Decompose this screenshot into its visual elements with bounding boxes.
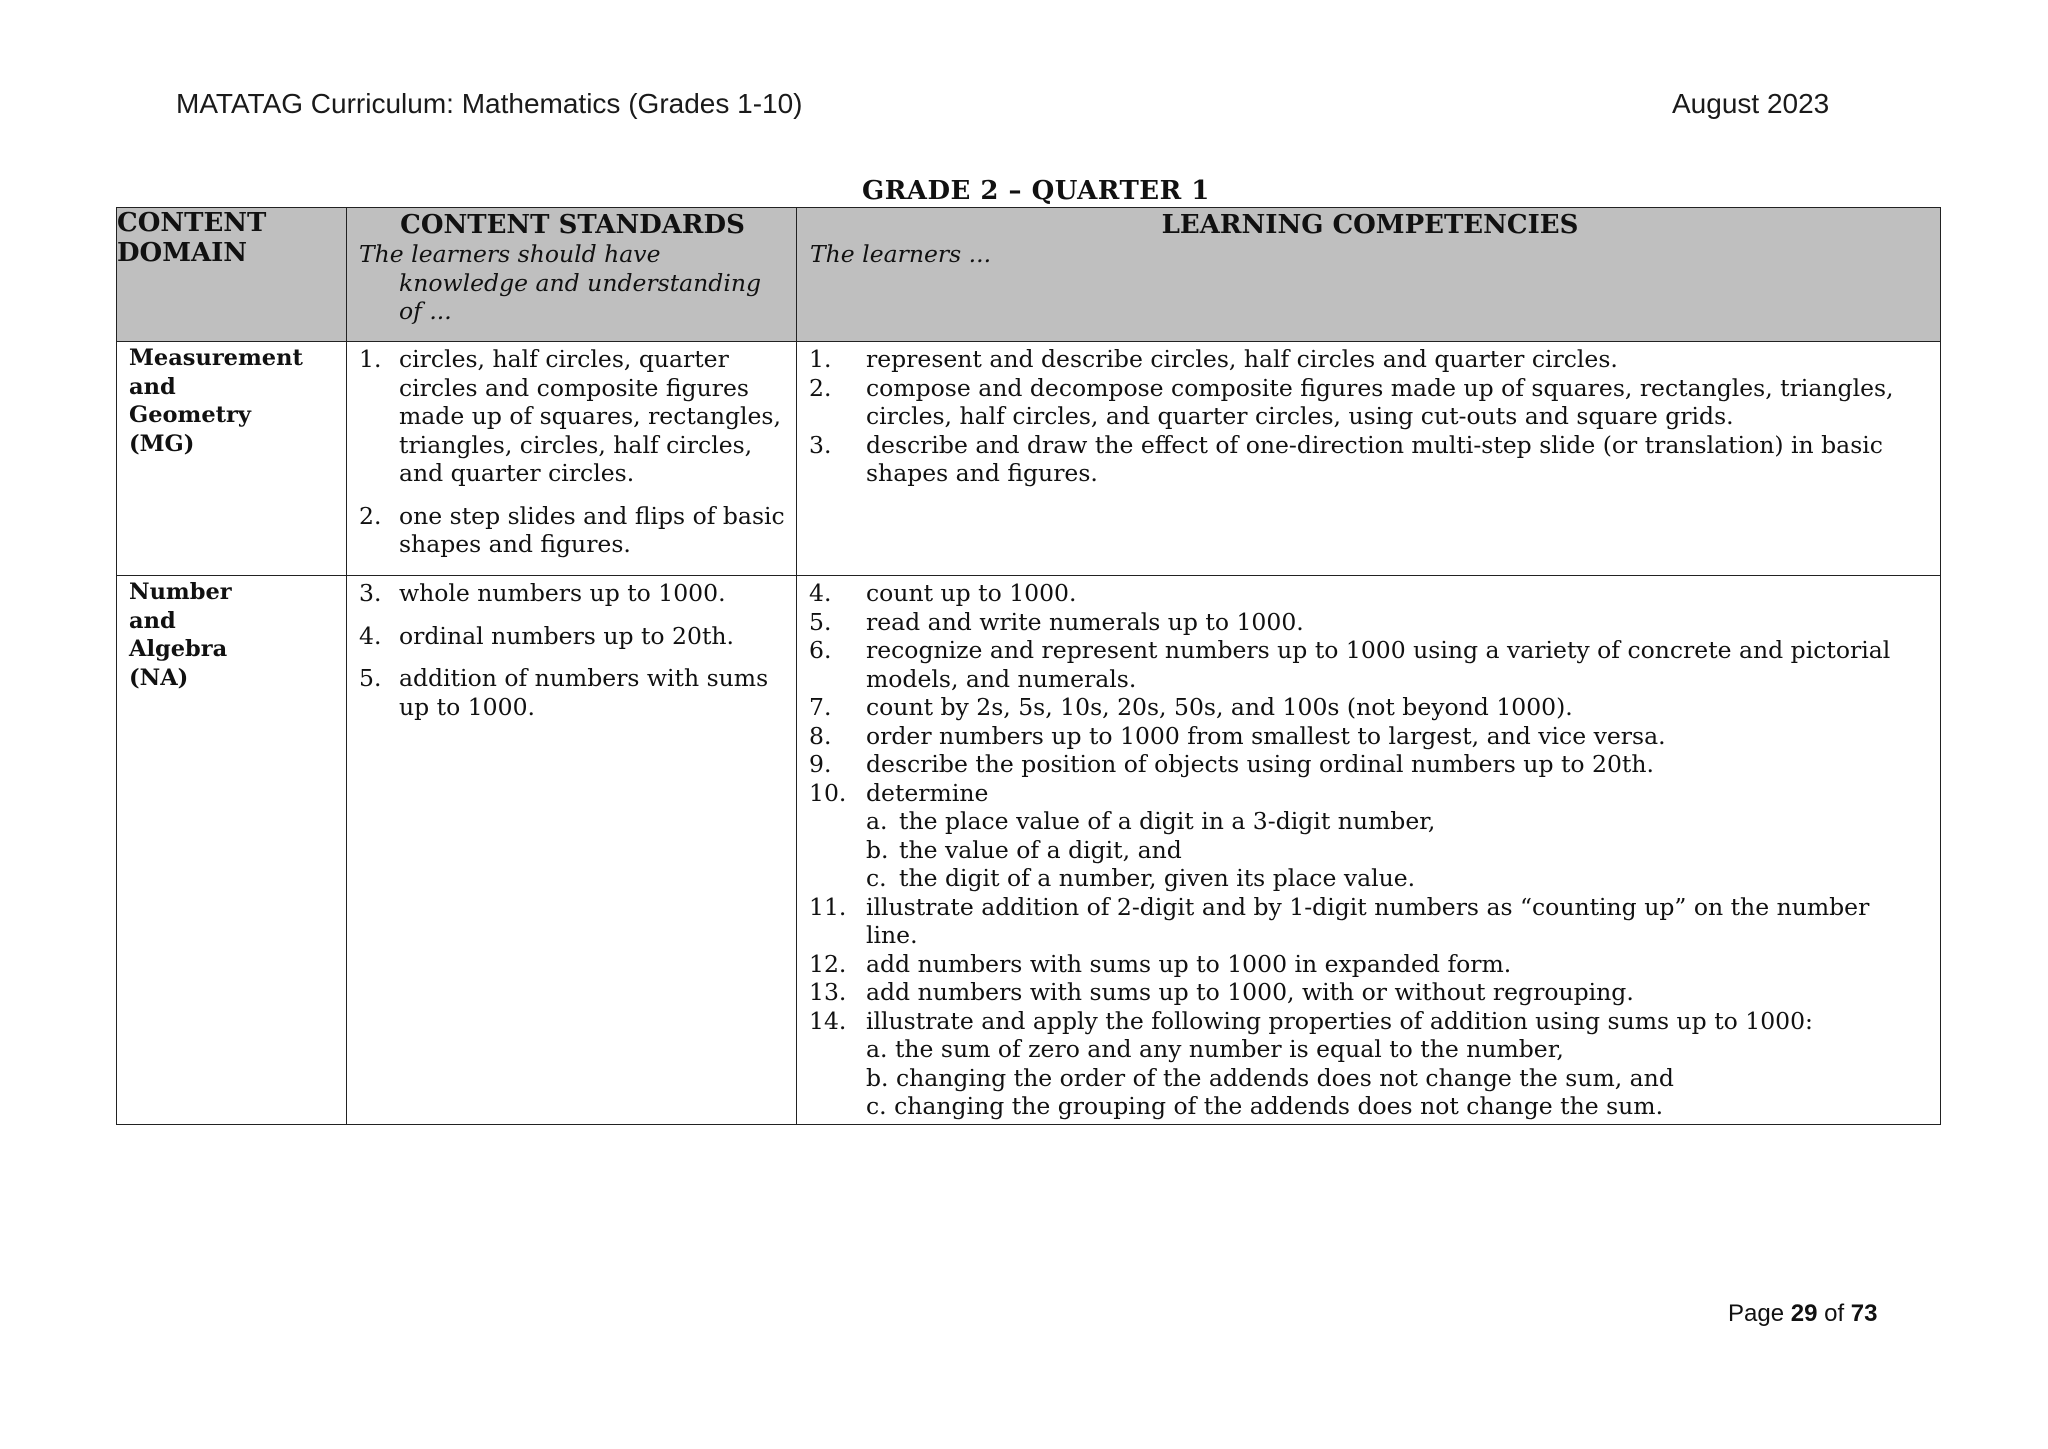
list-item: 2. compose and decompose composite figures made up of squares, rectangles, triangles, circles, half circles, and quarter circles, using cut-outs and square grids. — [809, 373, 1894, 430]
list-sub-item: b. changing the order of the addends does not change the sum, and — [866, 1063, 1674, 1092]
list-item: 4. count up to 1000. — [809, 579, 1077, 607]
list-item: 7. count by 2s, 5s, 10s, 20s, 50s, and 100s (not beyond 1000). — [809, 693, 1573, 721]
domain-cell: Number and Algebra (NA) — [117, 576, 347, 1125]
curriculum-table — [116, 207, 1941, 1125]
list-item: 6. recognize and represent numbers up to 1000 using a variety of concrete and pictorial models, and numerals. — [809, 636, 1891, 693]
list-item: 12. add numbers with sums up to 1000 in expanded form. — [809, 949, 1512, 978]
learning-competencies-cell — [797, 342, 1941, 576]
list-sub-item: a. the place value of a digit in a 3-digit number, — [866, 807, 1436, 835]
list-item: 2. one step slides and flips of basic shapes and figures. — [359, 501, 785, 558]
list-sub-item: a. the sum of zero and any number is equal to the number, — [866, 1035, 1564, 1063]
content-standards-cell — [347, 576, 797, 1125]
grade-quarter-title: GRADE 2 – QUARTER 1 — [862, 176, 1210, 206]
list-item: 5. read and write numerals up to 1000. — [809, 607, 1304, 636]
table-header-row — [117, 208, 1941, 342]
table-row — [117, 576, 1941, 1125]
list-item: 4. ordinal numbers up to 20th. — [359, 621, 735, 650]
learning-competencies-cell — [797, 576, 1941, 1125]
page-number-footer: Page 29 of 73 — [1728, 1300, 1878, 1327]
list-item: 10. determine — [809, 778, 989, 807]
list-item: 1. circles, half circles, quarter circles and composite figures made up of squares, rectangles, triangles, circles, half circles, and quarter circles. — [359, 345, 781, 487]
list-item: 5. addition of numbers with sums up to 1000. — [359, 664, 769, 721]
list-item: 13. add numbers with sums up to 1000, with or without regrouping. — [809, 978, 1634, 1006]
list-sub-item: c. the digit of a number, given its place value. — [866, 864, 1416, 892]
header-content-standards: CONTENT STANDARDS The learners should have knowledge and understanding of ... — [347, 208, 797, 342]
content-standards-cell — [347, 342, 797, 576]
list-sub-item: c. changing the grouping of the addends does not change the sum. — [866, 1092, 1664, 1120]
list-item: 1. represent and describe circles, half circles and quarter circles. — [809, 345, 1618, 373]
document-header-title: MATATAG Curriculum: Mathematics (Grades 1-10) — [176, 88, 803, 119]
list-item: 11. illustrate addition of 2-digit and by 1-digit numbers as “counting up” on the number line. — [809, 892, 1870, 949]
list-item: 3. whole numbers up to 1000. — [359, 579, 726, 607]
list-item: 14. illustrate and apply the following properties of addition using sums up to 1000: — [809, 1006, 1813, 1035]
list-item: 3. describe and draw the effect of one-direction multi-step slide (or translation) in basic shapes and figures. — [809, 430, 1883, 487]
table-row — [117, 342, 1941, 576]
list-item: 8. order numbers up to 1000 from smallest to largest, and vice versa. — [809, 721, 1666, 750]
header-learning-competencies: LEARNING COMPETENCIES The learners ... — [797, 208, 1941, 342]
document-header-date: August 2023 — [1672, 88, 1830, 119]
list-sub-item: b. the value of a digit, and — [866, 835, 1182, 864]
list-item: 9. describe the position of objects using ordinal numbers up to 20th. — [809, 750, 1654, 778]
header-content-domain: CONTENT DOMAIN — [117, 208, 347, 342]
domain-cell: Measurement and Geometry (MG) — [117, 342, 347, 576]
